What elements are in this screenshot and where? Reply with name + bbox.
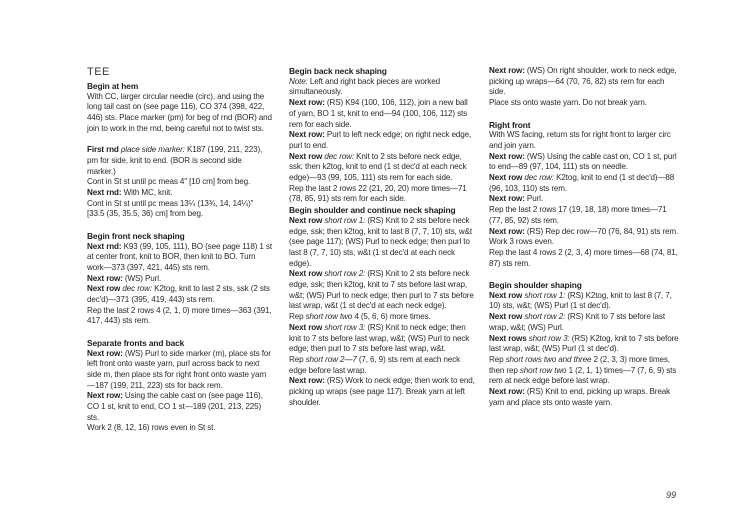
paragraph [489, 387, 679, 408]
text: With MC, knit. [121, 188, 173, 198]
paragraph [87, 145, 272, 177]
paragraph [489, 173, 679, 194]
paragraph [87, 274, 272, 285]
paragraph [489, 334, 679, 355]
paragraph [289, 269, 475, 312]
text: (RS) Knit to 2 sts before neck edge, ssk; then k2tog, knit to last 8 (7, 7, 10) sts, w&t (see page 117); (WS) Purl to neck edge; then purl to last 8 (7, 7, 10) sts, w&t (1 st dec'd at each neck edge). [289, 215, 473, 268]
bold-lead: Next row: [87, 391, 123, 401]
bold-lead: Next row: [489, 226, 525, 236]
text: (WS) Purl to side marker (m), place sts for left front onto waste yarn, purl across back to next side m, then place sts for right front onto waste yarn—187 (199, 211, 223) sts for back rem. [87, 348, 271, 390]
paragraph [489, 312, 679, 333]
text: K2tog, knit to last 2 sts, ssk (2 sts dec'd)—371 (395, 419, 443) sts rem. [87, 284, 270, 305]
paragraph [489, 355, 679, 387]
paragraph [489, 152, 679, 173]
paragraph [489, 66, 679, 98]
text: 1 (2, 1, 1) times—7 (7, 6, 9) sts rem at neck edge before last wrap. [489, 365, 677, 386]
italic-text: dec row: [524, 173, 555, 183]
bold-lead: Next row: [87, 348, 123, 358]
paragraph [489, 227, 679, 238]
paragraph [87, 242, 272, 274]
text: 4 (5, 6, 6) more times. [352, 312, 431, 322]
paragraph: With WS facing, return sts for right front to larger circ and join yarn. [489, 130, 671, 150]
italic-text: dec row: [324, 151, 355, 161]
text: Left and right back pieces are worked simultaneously. [289, 76, 440, 97]
heading-right-front: Right front [489, 119, 531, 130]
heading-separate: Separate fronts and back [87, 337, 185, 348]
bold-lead: Next row [289, 151, 323, 161]
paragraph [87, 349, 272, 392]
text: (RS) Knit to end, picking up wraps. Break yarn and place sts onto waste yarn. [489, 387, 671, 407]
paragraph [289, 216, 475, 270]
italic-text: short row two [305, 312, 353, 322]
paragraph [489, 194, 679, 205]
bold-lead: First rnd [87, 145, 119, 155]
text: (7, 6, 9) sts rem at each neck edge before last wrap. [289, 354, 461, 375]
text: Knit to 2 sts before neck edge, ssk; then k2tog, knit to end (1 st dec'd at each neck edge)—93 (99, 105, 111) sts rem for each side. [289, 151, 467, 183]
bold-lead: Next row [87, 284, 121, 294]
text: (WS) Using the cable cast on, CO 1 st, purl to end—89 (97, 104, 111) sts on needle. [489, 151, 677, 172]
italic-text: Note: [289, 76, 308, 86]
paragraph: With CC, larger circular needle (circ), and using the long tail cast on (see page 116), CO 374 (398, 422, 446) sts. Place marker (pm) for beg of rnd (BOR) and join to work in the rnd, being careful not to twist sts. [87, 91, 272, 133]
text: (RS) Knit to neck edge; then knit to 7 sts before last wrap, w&t; (WS) Purl to neck edge; then purl to 7 sts before last wrap, w&t. [289, 322, 470, 354]
paragraph [289, 323, 475, 355]
italic-text: short rows two and three [505, 354, 592, 364]
bold-lead: Next row [289, 322, 323, 332]
text: K2tog, knit to end (1 st dec'd)—88 (96, 103, 110) sts rem. [489, 173, 675, 193]
bold-lead: Next row [289, 215, 323, 225]
italic-text: short row 2: [324, 269, 366, 279]
italic-text: short row 2: [524, 312, 566, 322]
paragraph: Cont in St st until pc meas 4" [10 cm] from beg. [87, 177, 251, 187]
paragraph [289, 130, 475, 151]
text: (RS) Work to neck edge; then work to end, picking up wraps (see page 117). Break yarn at left shoulder. [289, 376, 475, 407]
text: (RS) K2tog, knit to last 8 (7, 7, 10) sts, w&t; (WS) Purl (1 st dec'd). [489, 290, 672, 311]
column-1 [87, 66, 272, 434]
bold-lead: Next row [489, 290, 523, 300]
bold-lead: Next rnd: [87, 241, 122, 251]
text: (RS) Rep dec row—70 (76, 84, 91) sts rem. [524, 226, 679, 236]
paragraph [87, 391, 272, 423]
text: Purl. [524, 194, 543, 204]
paragraph: Work 2 (8, 12, 16) rows even in St st. [87, 423, 216, 433]
text: (RS) Knit to 7 sts before last wrap, w&t; (WS) Purl. [489, 312, 665, 332]
paragraph: Work 3 rows even. [489, 237, 554, 247]
section-title: TEE [87, 66, 110, 78]
bold-lead: Next row [489, 312, 523, 322]
paragraph [289, 77, 475, 98]
column-3 [489, 66, 679, 408]
bold-lead: Next row: [87, 273, 123, 283]
bold-lead: Next row [489, 173, 523, 183]
text: (RS) K94 (100, 106, 112), join a new ball of yarn, BO 1 st, knit to end—94 (100, 106, 112) sts rem for each side. [289, 98, 468, 129]
paragraph [289, 376, 475, 408]
paragraph: Rep the last 2 rows 17 (19, 18, 18) more times—71 (77, 85, 92) sts rem. [489, 205, 667, 225]
bold-lead: Next rnd: [87, 188, 122, 198]
italic-text: short row 2—7 [305, 354, 357, 364]
heading-begin-at-hem: Begin at hem [87, 81, 139, 91]
text: Rep [289, 354, 306, 364]
heading-shoulder-neck: Begin shoulder and continue neck shaping [289, 205, 456, 216]
heading-front-neck: Begin front neck shaping [87, 230, 185, 241]
italic-text: dec row: [122, 284, 153, 294]
bold-lead: Next rows [489, 333, 527, 343]
paragraph [289, 355, 475, 376]
text: Rep [289, 312, 306, 322]
text: K187 (199, 211, 223), pm for side, knit to end. (BOR is second side marker.) [87, 145, 263, 176]
bold-lead: Next row: [489, 151, 525, 161]
paragraph: Rep the last 2 rows 22 (21, 20, 20) more times—71 (78, 85, 91) sts rem for each side. [289, 183, 467, 204]
bold-lead: Next row: [489, 194, 525, 204]
text: Rep [489, 354, 506, 364]
paragraph: Place sts onto waste yarn. Do not break yarn. [489, 98, 647, 108]
page-number: 99 [665, 490, 676, 500]
paragraph [289, 312, 475, 323]
heading-back-neck: Begin back neck shaping [289, 66, 387, 76]
bold-lead: Next row: [289, 130, 325, 140]
paragraph [87, 188, 272, 199]
bold-lead: Next row: [489, 66, 525, 75]
italic-text: short row two [519, 365, 567, 375]
italic-text: short row 1: [324, 215, 366, 225]
text: Purl to left neck edge; on right neck edge, purl to end. [289, 130, 472, 150]
column-2 [289, 66, 475, 409]
paragraph [289, 152, 475, 184]
paragraph [87, 284, 272, 305]
paragraph [489, 291, 679, 312]
text: (RS) K2tog, knit to 7 sts before last wrap, w&t; (WS) Purl (1 st dec'd). [489, 333, 679, 354]
italic-text: short row 1: [524, 290, 566, 300]
italic-text: place side marker: [120, 145, 185, 155]
text: K93 (99, 105, 111), BO (see page 118) 1 st at center front, knit to BOR, then knit to BO. Turn work—373 (397, 421, 445) sts rem. [87, 241, 272, 272]
bold-lead: Next row [289, 269, 323, 279]
italic-text: short row 3: [528, 333, 570, 343]
bold-lead: Next row: [289, 98, 325, 108]
heading-shoulder: Begin shoulder shaping [489, 280, 582, 291]
text: (WS) Purl. [122, 273, 162, 283]
text: (WS) On right shoulder, work to neck edge, picking up wraps—64 (70, 76, 82) sts rem for each side. [489, 66, 677, 97]
text: Using the cable cast on (see page 116), CO 1 st, knit to end, CO 1 st—189 (201, 213, 225) sts. [87, 391, 263, 422]
text: 2 (2, 3, 3) more times, then rep [489, 354, 670, 375]
paragraph: Cont in St st until pc meas 13¼ (13¾, 14, 14¼)" [33.5 (35, 35.5, 36) cm] from beg. [87, 198, 254, 219]
paragraph [289, 98, 475, 130]
paragraph: Rep the last 4 rows 2 (2, 3, 4) more times—68 (74, 81, 87) sts rem. [489, 247, 678, 268]
text: (RS) Knit to 2 sts before neck edge, ssk; then k2tog, knit to 7 sts before last wrap, w&t; (WS) Purl to neck edge; then purl to 7 sts before last wrap, w&t (1 st dec'd at each neck edge). [289, 269, 474, 311]
italic-text: short row 3: [324, 322, 366, 332]
paragraph: Rep the last 2 rows 4 (2, 1, 0) more times—363 (391, 417, 443) sts rem. [87, 305, 272, 326]
bold-lead: Next row: [289, 376, 325, 386]
bold-lead: Next row: [489, 387, 525, 397]
